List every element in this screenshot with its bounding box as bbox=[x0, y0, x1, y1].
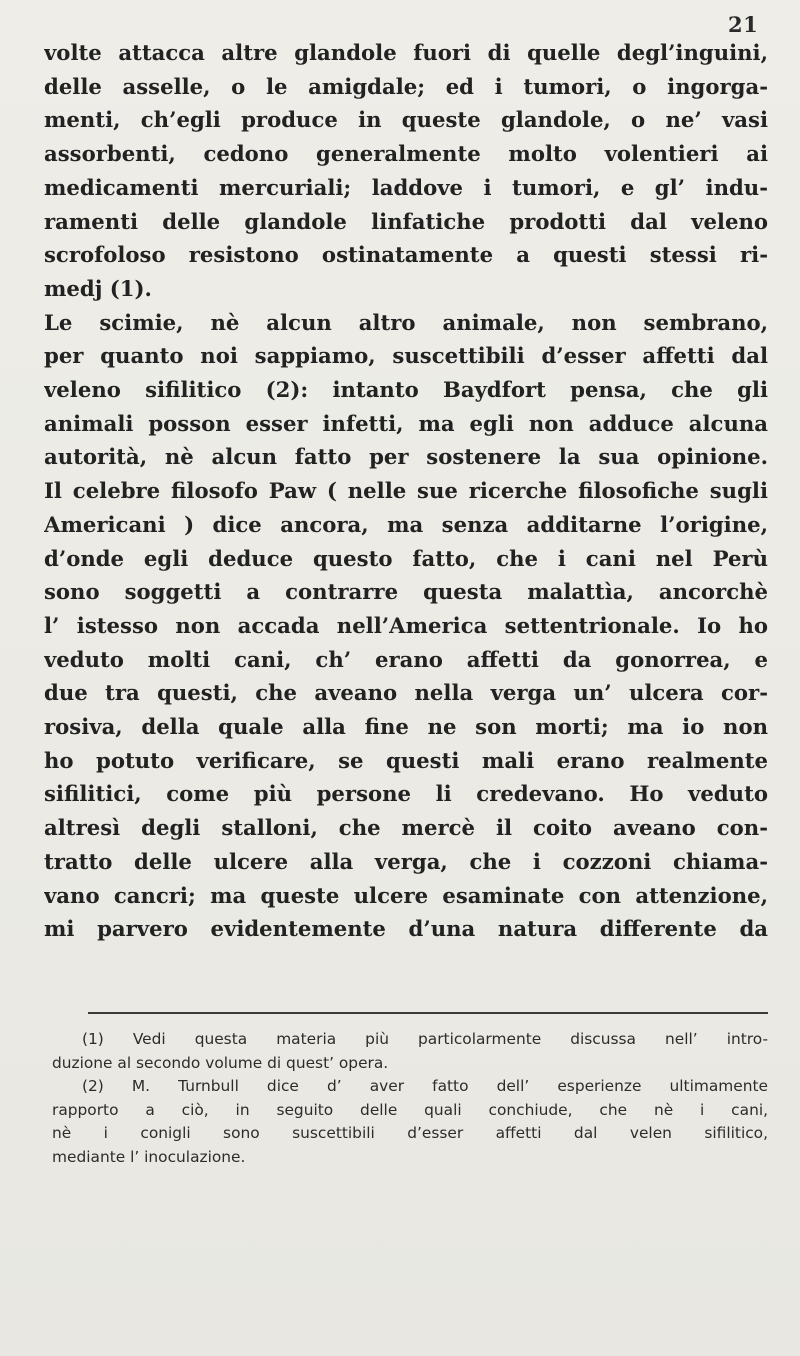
text-line: vano cancri; ma queste ulcere esaminate con attenzione, bbox=[44, 882, 768, 908]
main-text bbox=[44, 36, 768, 946]
footnote-line: duzione al secondo volume di quest’ opera. bbox=[52, 1053, 389, 1072]
text-line: per quanto noi sappiamo, suscettibili d’esser affetti dal bbox=[44, 343, 768, 369]
footnote-line: rapporto a ciò, in seguito delle quali conchiude, che nè i cani, bbox=[52, 1100, 768, 1119]
text-line: veduto molti cani, ch’ erano affetti da gonorrea, e bbox=[44, 646, 768, 672]
text-line: ho potuto verificare, se questi mali erano realmente bbox=[44, 747, 768, 773]
footnote-separator-rule bbox=[88, 1012, 768, 1014]
text-line: medj (1). bbox=[44, 275, 152, 301]
text-line: animali posson esser infetti, ma egli non adduce alcuna bbox=[44, 410, 768, 436]
text-line: Le scimie, nè alcun altro animale, non sembrano, bbox=[44, 309, 768, 335]
page-number: 21 bbox=[728, 12, 759, 37]
footnote-line: (1) Vedi questa materia più particolarmente discussa nell’ intro- bbox=[82, 1030, 768, 1048]
text-line: Americani ) dice ancora, ma senza additarne l’origine, bbox=[44, 511, 768, 537]
text-line: d’onde egli deduce questo fatto, che i cani nel Perù bbox=[44, 545, 768, 571]
text-line: autorità, nè alcun fatto per sostenere la sua opinione. bbox=[44, 444, 768, 470]
text-line: sono soggetti a contrarre questa malattìa, ancorchè bbox=[44, 579, 768, 605]
text-line: sifilitici, come più persone li credevano. Ho veduto bbox=[44, 781, 768, 807]
footnotes bbox=[52, 1028, 768, 1170]
text-line: delle asselle, o le amigdale; ed i tumori, o ingorga- bbox=[44, 73, 768, 99]
text-line: medicamenti mercuriali; laddove i tumori, e gl’ indu- bbox=[44, 174, 768, 200]
text-line: veleno sifilitico (2): intanto Baydfort pensa, che gli bbox=[44, 377, 768, 403]
text-line: menti, ch’egli produce in queste glandole, o ne’ vasi bbox=[44, 107, 768, 133]
text-line: ramenti delle glandole linfatiche prodotti dal veleno bbox=[44, 208, 768, 234]
text-line: due tra questi, che aveano nella verga un’ ulcera cor- bbox=[44, 680, 768, 706]
text-line: rosiva, della quale alla fine ne son morti; ma io non bbox=[44, 714, 768, 740]
footnote-line: (2) M. Turnbull dice d’ aver fatto dell’ esperienze ultimamente bbox=[82, 1077, 768, 1096]
text-line: altresì degli stalloni, che mercè il coito aveano con- bbox=[44, 815, 768, 841]
footnote-line: mediante l’ inoculazione. bbox=[52, 1147, 246, 1166]
text-line: volte attacca altre glandole fuori di quelle degl’inguini, bbox=[44, 40, 768, 65]
text-line: mi parvero evidentemente d’una natura differente da bbox=[44, 916, 768, 942]
text-line: scrofoloso resistono ostinatamente a questi stessi ri- bbox=[44, 242, 768, 268]
text-line: Il celebre filosofo Paw ( nelle sue ricerche filosofiche sugli bbox=[44, 478, 768, 504]
footnote-line: nè i conigli sono suscettibili d’esser affetti dal velen sifilitico, bbox=[52, 1124, 768, 1143]
text-line: l’ istesso non accada nell’America settentrionale. Io ho bbox=[44, 612, 768, 638]
text-line: assorbenti, cedono generalmente molto volentieri ai bbox=[44, 141, 768, 167]
text-line: tratto delle ulcere alla verga, che i cozzoni chiama- bbox=[44, 848, 768, 874]
